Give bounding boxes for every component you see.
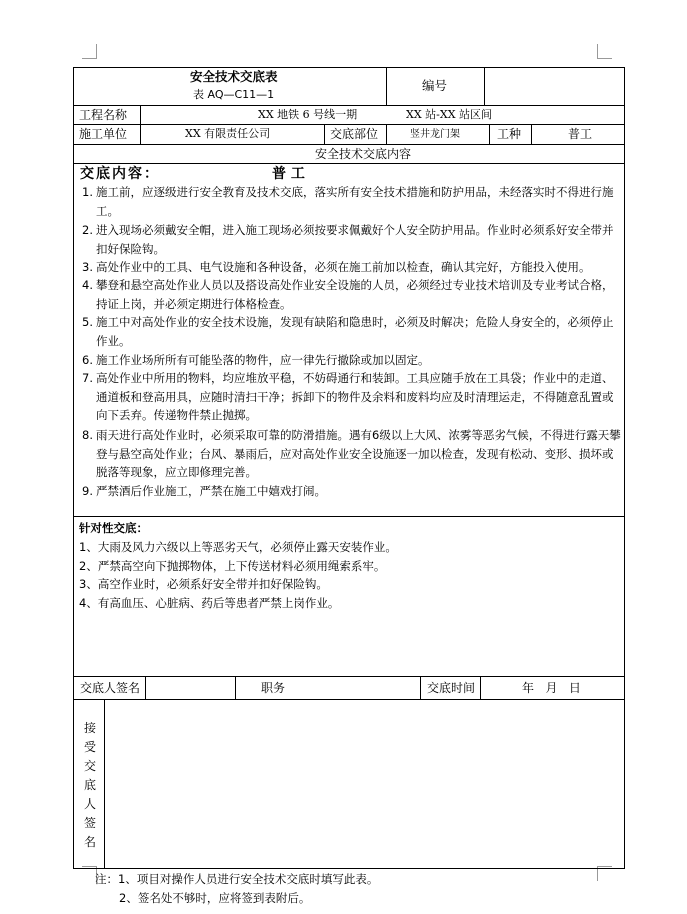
signer-field[interactable] [150, 679, 230, 697]
list-item: 3. 高处作业中的工具、电气设施和各种设备，必须在施工前加以检查，确认其完好，方能投入使用。 [82, 260, 591, 274]
note-line-1: 注：1、项目对操作人员进行安全技术交底时填写此表。 [95, 872, 379, 886]
list-item: 8. 雨天进行高处作业时，必须采取可靠的防滑措施。遇有6级以上大风、浓雾等恶劣气候，不得进行露天攀登与悬空高处作业；台风、暴雨后，应对高处作业安全设施逐一加以检查，发现有松动、变形、损坏或脱落等现象，应立即修理完善。 [82, 428, 621, 479]
list-item: 5. 施工中对高处作业的安全技术设施，发现有缺陷和隐患时，必须及时解决；危险人身安全的，必须停止作业。 [82, 315, 614, 348]
list-item: 4、有高血压、心脏病、药后等患者严禁上岗作业。 [79, 596, 340, 610]
disclosure-part-value: 竖井龙门架 [410, 129, 460, 140]
disclosure-part-label: 交底部位 [330, 127, 379, 141]
note-line-2: 2、签名处不够时，应将签到表附后。 [119, 891, 311, 905]
content-heading: 交底内容： [80, 166, 160, 182]
number-value-field[interactable] [490, 77, 620, 97]
list-item: 7. 高处作业中所用的物料，均应堆放平稳，不妨碍通行和装卸。工具应随手放在工具袋；作业中的走道、通道板和登高用具，应随时清扫干净；拆卸下的物件及余料和废料均应及时清理运走，不得随意乱置或向下丢弃。传递物件禁止抛掷。 [82, 371, 614, 422]
project-name-section: XX 站-XX 站区间 [406, 108, 493, 121]
project-name-line: XX 地铁 6 号线一期 [258, 108, 358, 121]
content-section-title: 安全技术交底内容 [315, 147, 412, 161]
disclosure-time-label: 交底时间 [427, 681, 476, 695]
trade-value: 普工 [568, 127, 593, 141]
targeted-heading: 针对性交底： [79, 521, 148, 535]
corner-mark-top-right [597, 44, 612, 59]
disclosure-date-field[interactable]: 年 月 日 [522, 681, 581, 695]
list-item: 2、严禁高空向下抛掷物体，上下传送材料必须用绳索系牢。 [79, 559, 386, 573]
list-item: 1、大雨及风力六级以上等恶劣天气，必须停止露天安装作业。 [79, 540, 397, 554]
list-item: 1. 施工前，应逐级进行安全教育及技术交底，落实所有安全技术措施和防护用品，未经落实时不得进行施工。 [82, 185, 614, 218]
form-number: 表 AQ—C11—1 [193, 88, 275, 101]
construction-unit-label: 施工单位 [79, 127, 128, 141]
corner-mark-top-left [82, 44, 97, 59]
trade-label: 工种 [497, 127, 522, 141]
list-item: 9. 严禁酒后作业施工，严禁在施工中嬉戏打闹。 [82, 484, 326, 498]
content-heading-trade: 普 工 [272, 166, 305, 182]
signer-label: 交底人签名 [80, 681, 141, 695]
list-item: 6. 施工作业场所所有可能坠落的物件，应一律先行撤除或加以固定。 [82, 353, 430, 367]
number-label: 编号 [422, 78, 448, 93]
list-item: 2. 进入现场必须戴安全帽，进入施工现场必须按要求佩戴好个人安全防护用品。作业时必须系好安全带并扣好保险钩。 [82, 223, 614, 256]
receiver-signature-area[interactable] [106, 701, 622, 866]
project-name-label: 工程名称 [79, 108, 128, 122]
form-title: 安全技术交底表 [190, 69, 278, 84]
list-item: 4. 攀登和悬空高处作业人员以及搭设高处作业安全设施的人员，必须经过专业技术培训及专业考试合格，持证上岗，并必须定期进行体格检查。 [82, 278, 614, 311]
construction-unit-value: XX 有限责任公司 [185, 127, 271, 140]
list-item: 3、高空作业时，必须系好安全带并扣好保险钩。 [79, 577, 328, 591]
position-label: 职务 [261, 681, 286, 695]
position-field[interactable] [300, 679, 415, 697]
